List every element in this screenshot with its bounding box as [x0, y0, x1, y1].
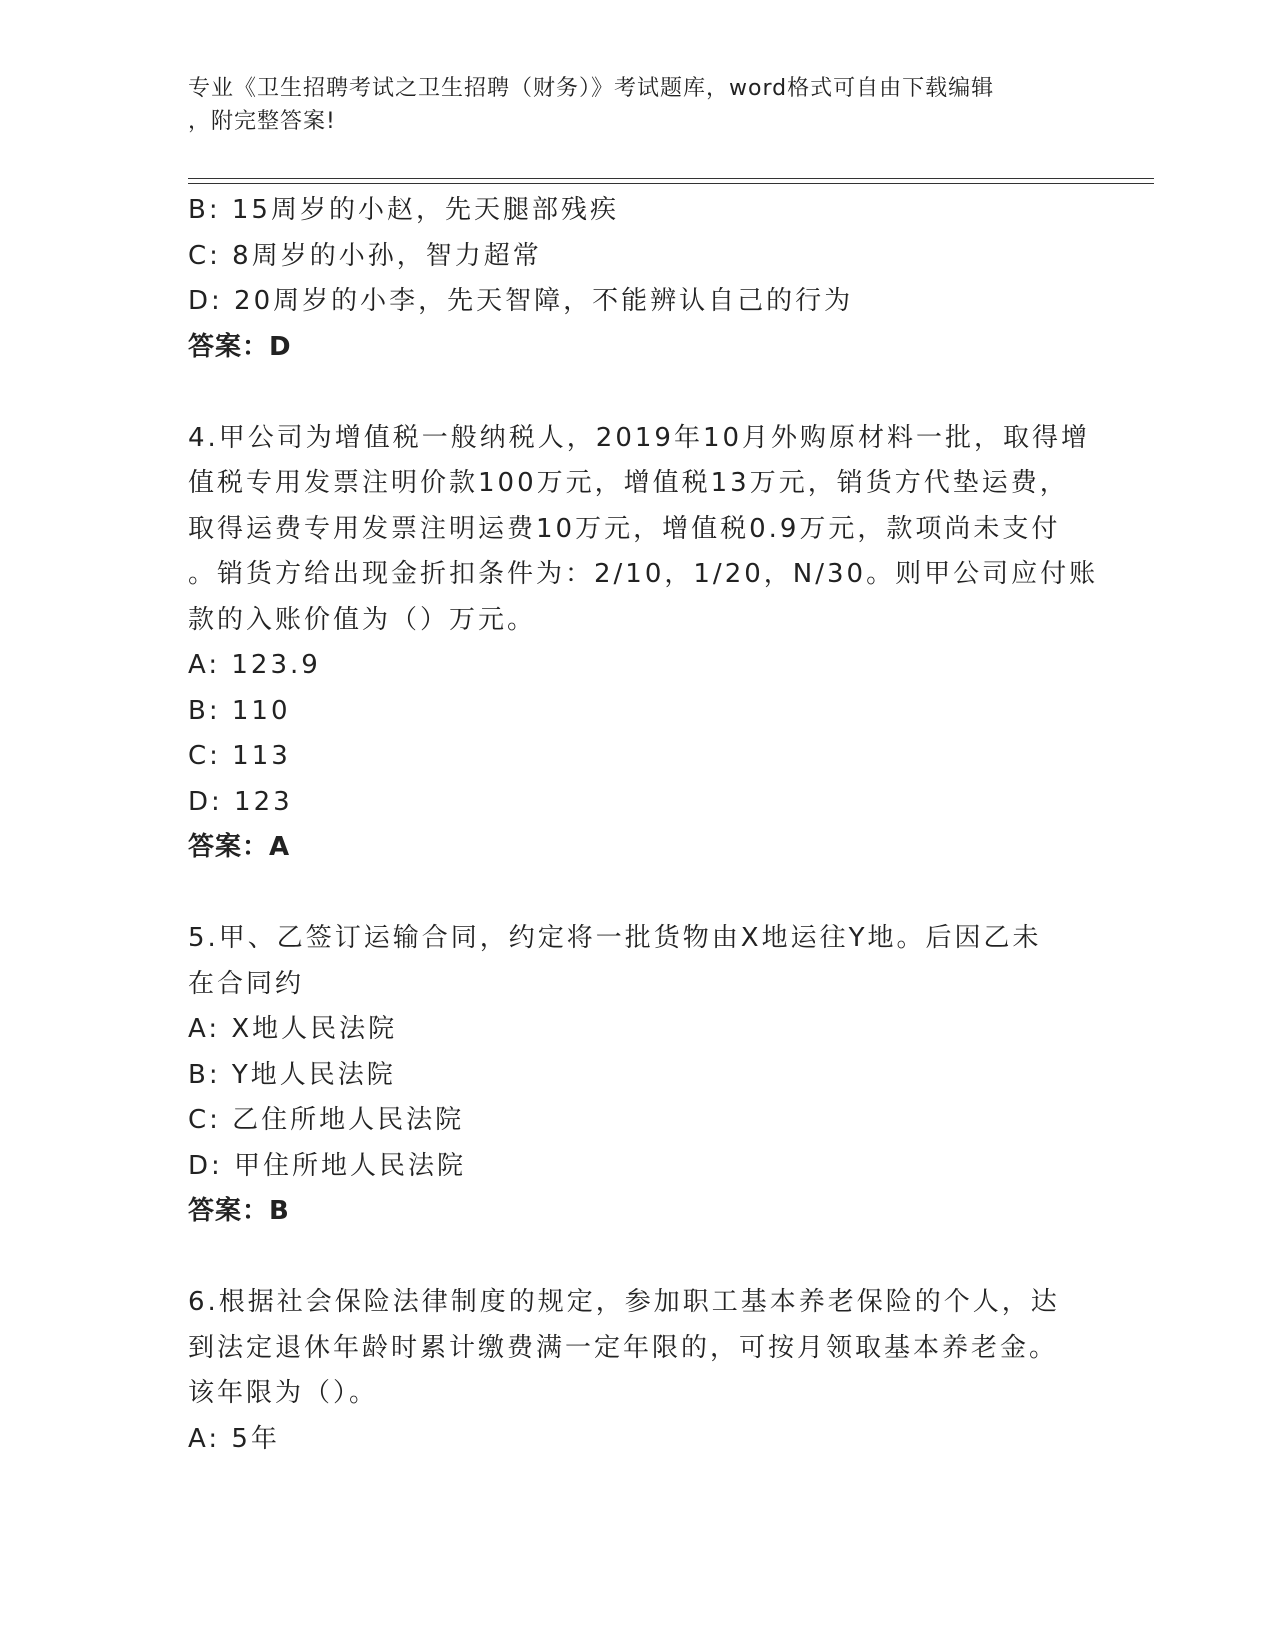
option-a: A: 123.9	[188, 650, 321, 680]
option-b: B: 15周岁的小赵，先天腿部残疾	[188, 195, 619, 225]
option-c: C: 113	[188, 741, 291, 771]
option-d: D: 甲住所地人民法院	[188, 1150, 467, 1181]
question-stem-line: 5.甲、乙签订运输合同，约定将一批货物由X地运往Y地。后因乙未	[188, 923, 1042, 953]
spacer	[188, 370, 1088, 416]
spacer	[188, 1235, 1088, 1281]
question-6	[188, 1280, 1088, 1462]
question-stem-line: 到法定退休年龄时累计缴费满一定年限的，可按月领取基本养老金。	[188, 1332, 1059, 1363]
header-line-1: 专业《卫生招聘考试之卫生招聘（财务）》考试题库，word格式可自由下载编辑	[188, 76, 995, 101]
question-stem-line: 在合同约	[188, 968, 305, 999]
question-stem-line: 。销货方给出现金折扣条件为：2/10，1/20，N/30。则甲公司应付账	[188, 559, 1099, 589]
header-rule-bottom	[188, 183, 1154, 184]
option-a: A: 5年	[188, 1423, 280, 1454]
option-a: A: X地人民法院	[188, 1014, 398, 1044]
option-c: C: 8周岁的小孙，智力超常	[188, 240, 542, 271]
option-d: D: 123	[188, 786, 293, 817]
question-5	[188, 916, 1088, 1235]
option-b: B: Y地人民法院	[188, 1059, 396, 1090]
question-stem-line: 该年限为（）。	[188, 1378, 379, 1408]
header-line-2: ，附完整答案!	[188, 109, 336, 134]
option-c: C: 乙住所地人民法院	[188, 1105, 465, 1135]
question-4	[188, 416, 1099, 871]
answer: 答案：D	[188, 331, 292, 362]
question-3	[188, 188, 1088, 370]
question-stem-line: 款的入账价值为（）万元。	[188, 604, 537, 635]
spacer	[188, 871, 1088, 917]
question-stem-line: 4.甲公司为增值税一般纳税人，2019年10月外购原材料一批，取得增	[188, 422, 1091, 453]
document-header	[188, 72, 1088, 138]
option-d: D: 20周岁的小李，先天智障，不能辨认自己的行为	[188, 286, 854, 316]
question-content	[188, 188, 1099, 1462]
answer: 答案：A	[188, 832, 291, 862]
question-stem-line: 取得运费专用发票注明运费10万元，增值税0.9万元，款项尚未支付	[188, 513, 1061, 544]
question-stem-line: 值税专用发票注明价款100万元，增值税13万元，销货方代垫运费，	[188, 468, 1069, 498]
answer: 答案：B	[188, 1196, 290, 1226]
header-rule-top	[188, 178, 1154, 179]
question-stem-line: 6.根据社会保险法律制度的规定，参加职工基本养老保险的个人，达	[188, 1287, 1060, 1317]
option-b: B: 110	[188, 695, 291, 726]
